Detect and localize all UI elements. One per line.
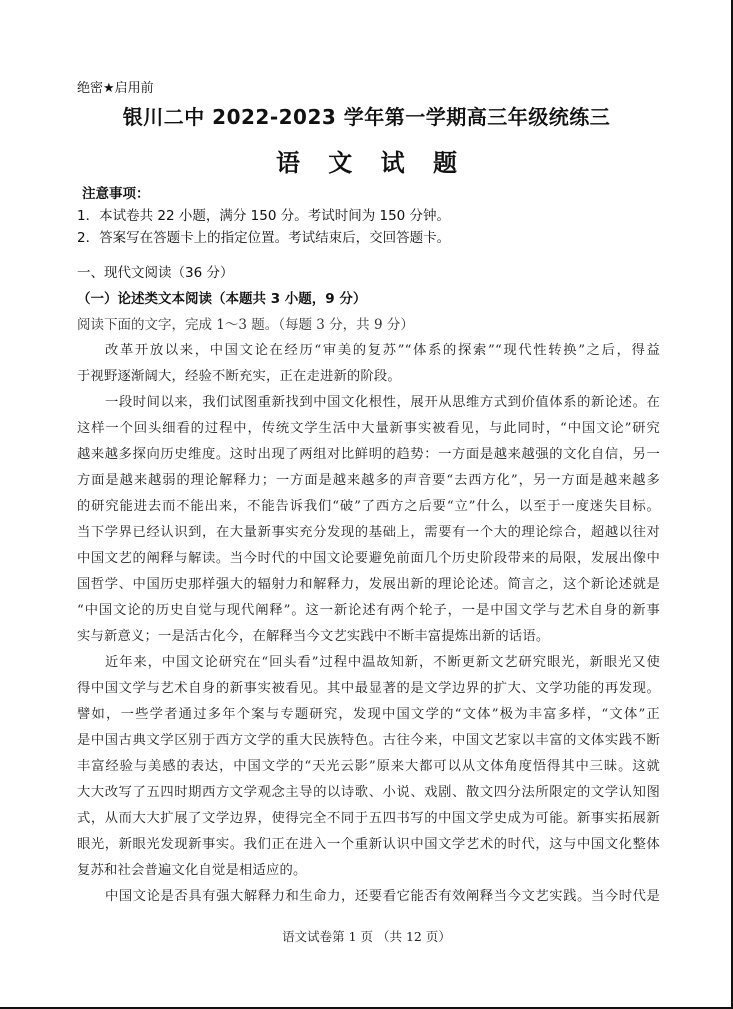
exam-title: 银川二中 2022-2023 学年第一学期高三年级统练三 xyxy=(122,105,611,129)
note-item: 1．本试卷共 22 小题，满分 150 分。考试时间为 150 分钟。 xyxy=(77,208,451,224)
passage-line: 眼光，新眼光发现新事实。我们正在进入一个重新认识中国文学艺术的时代，这与中国文化整体 xyxy=(77,837,660,852)
passage-line: “中国文论的历史自觉与现代阐释”。这一新论述有两个轮子，一是中国文学与艺术自身的新事 xyxy=(77,603,660,618)
sub-heading: （一）论述类文本阅读（本题共 3 小题，9 分） xyxy=(77,291,367,307)
passage-line: 得中国文学与艺术自身的新事实被看见。其中最显著的是文学边界的扩大、文学功能的再发现。 xyxy=(77,681,660,696)
passage-line: 方面是越来越弱的理论解释力；一方面是越来越多的声音要“去西方化”，另一方面是越来越多 xyxy=(77,473,660,488)
passage-line: 近年来，中国文论研究在“回头看”过程中温故知新，不断更新文艺研究眼光，新眼光又使 xyxy=(105,655,660,670)
passage-line: 式，从而大大扩展了文学边界，使得完全不同于五四书写的中国文学史成为可能。新事实拓展新 xyxy=(77,811,660,826)
passage-line: 国哲学、中国历史那样强大的辐射力和解释力，发展出新的理论论述。简言之，这个新论述就是 xyxy=(77,577,660,592)
passage-line: 实与新意义；一是活古化今，在解释当今文艺实践中不断丰富提炼出新的话语。 xyxy=(77,629,550,644)
notes-heading: 注意事项： xyxy=(82,186,150,202)
passage-line: 越来越多探向历史维度。这时出现了两组对比鲜明的趋势：一方面是越来越强的文化自信，另一 xyxy=(77,447,660,462)
passage-line: 改革开放以来，中国文论在经历“审美的复苏”“体系的探索”“现代性转换”之后，得益 xyxy=(105,343,660,358)
page-footer: 语文试卷第 1 页 （共 12 页） xyxy=(282,929,451,944)
passage-line: 大大改写了五四时期西方文学观念主导的以诗歌、小说、戏剧、散文四分法所限定的文学认知图 xyxy=(77,785,660,800)
passage-line: 一段时间以来，我们试图重新找到中国文化根性，展开从思维方式到价值体系的新论述。在 xyxy=(105,395,660,410)
section-heading: 一、现代文阅读（36 分） xyxy=(77,265,234,281)
note-item: 2．答案写在答题卡上的指定位置。考试结束后，交回答题卡。 xyxy=(77,230,451,246)
subject-title: 语 文 试 题 xyxy=(275,148,468,177)
passage-line: 中国文艺的阐释与解读。当今时代的中国文论要避免前面几个历史阶段带来的局限，发展出像中 xyxy=(77,551,660,566)
passage-line: 的研究能进去而不能出来，不能告诉我们“破”了西方之后要“立”什么，以至于一度迷失目标。 xyxy=(77,499,660,514)
passage-line: 复苏和社会普遍文化自觉是相适应的。 xyxy=(77,863,307,878)
passage-line: 这样一个回头细看的过程中，传统文学生活中大量新事实被看见，与此同时，“中国文论”研究 xyxy=(77,421,660,436)
passage-line: 中国文论是否具有强大解释力和生命力，还要看它能否有效阐释当今文艺实践。当今时代是 xyxy=(105,889,660,904)
passage-line: 是中国古典文学区别于西方文学的重大民族特色。古往今来，中国文艺家以丰富的文体实践不断 xyxy=(77,733,660,748)
passage-line: 于视野逐渐阔大，经验不断充实，正在走进新的阶段。 xyxy=(77,369,401,384)
confidential-label: 绝密★启用前 xyxy=(77,81,154,96)
passage-line: 当下学界已经认识到，在大量新事实充分发现的基础上，需要有一个大的理论综合，超越以往对 xyxy=(77,525,660,540)
reading-instruction: 阅读下面的文字，完成 1～3 题。（每题 3 分，共 9 分） xyxy=(77,317,414,333)
passage-line: 譬如，一些学者通过多年个案与专题研究，发现中国文学的“文体”极为丰富多样，“文体”正 xyxy=(77,707,660,722)
passage-line: 丰富经验与美感的表达，中国文学的“天光云影”原来大都可以从文体角度悟得其中三昧。这就 xyxy=(77,759,660,774)
